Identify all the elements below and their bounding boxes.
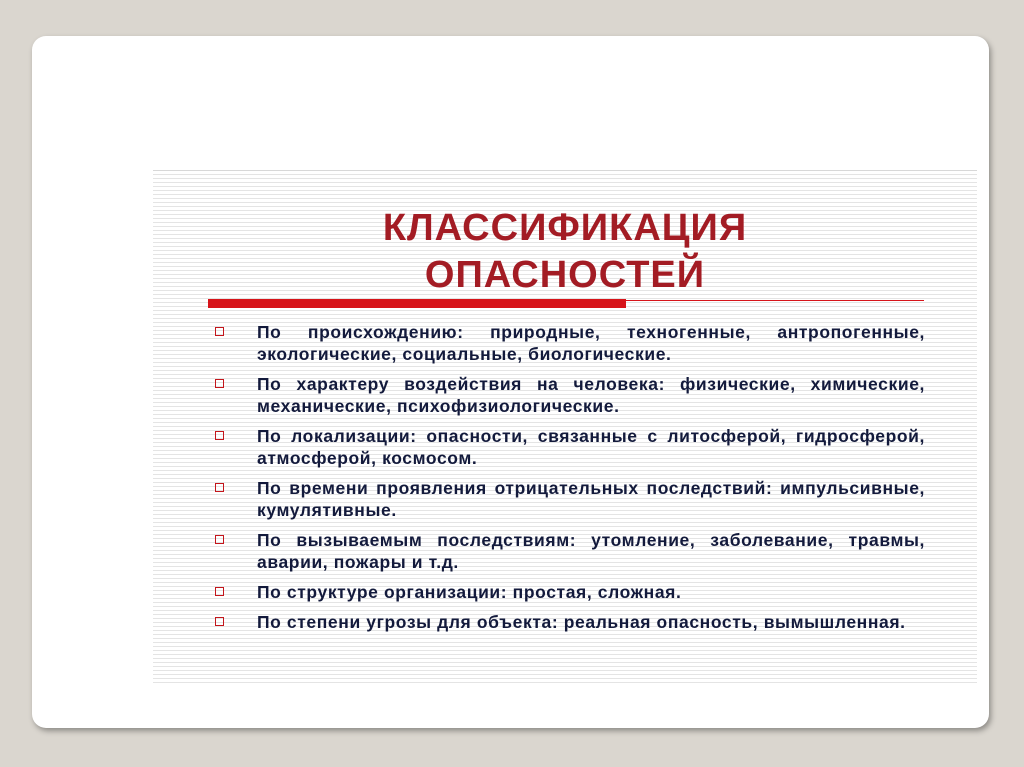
- hollow-square-bullet-icon: [215, 535, 224, 544]
- slide-title: [153, 205, 977, 299]
- list-item: [213, 373, 925, 417]
- list-item-text: По времени проявления отрицательных последствий: импульсивные, кумулятивные.: [257, 478, 925, 520]
- list-item-text: По структуре организации: простая, сложная.: [257, 582, 682, 602]
- title-underline-thin: [626, 300, 924, 301]
- list-item-text: По происхождению: природные, техногенные, антропогенные, экологические, социальные, биологические.: [257, 322, 925, 364]
- list-item: [213, 477, 925, 521]
- hollow-square-bullet-icon: [215, 587, 224, 596]
- title-line-1: КЛАССИФИКАЦИЯ: [382, 207, 748, 249]
- hollow-square-bullet-icon: [215, 617, 224, 626]
- hollow-square-bullet-icon: [215, 431, 224, 440]
- list-item: [213, 581, 925, 603]
- list-item-text: По локализации: опасности, связанные с литосферой, гидросферой, атмосферой, космосом.: [257, 426, 925, 468]
- title-underline-thick: [208, 299, 626, 308]
- hollow-square-bullet-icon: [215, 379, 224, 388]
- list-item: [213, 425, 925, 469]
- list-item-text: По характеру воздействия на человека: физические, химические, механические, психофизиологические.: [257, 374, 925, 416]
- classification-list: [213, 321, 925, 641]
- slide-content: [153, 170, 977, 685]
- title-line-2: ОПАСНОСТЕЙ: [424, 254, 706, 296]
- slide-card: [32, 36, 989, 728]
- list-item-text: По степени угрозы для объекта: реальная опасность, вымышленная.: [257, 612, 906, 632]
- list-item-text: По вызываемым последствиям: утомление, заболевание, травмы, аварии, пожары и т.д.: [257, 530, 925, 572]
- list-item: [213, 611, 925, 633]
- hollow-square-bullet-icon: [215, 483, 224, 492]
- list-item: [213, 321, 925, 365]
- list-item: [213, 529, 925, 573]
- hollow-square-bullet-icon: [215, 327, 224, 336]
